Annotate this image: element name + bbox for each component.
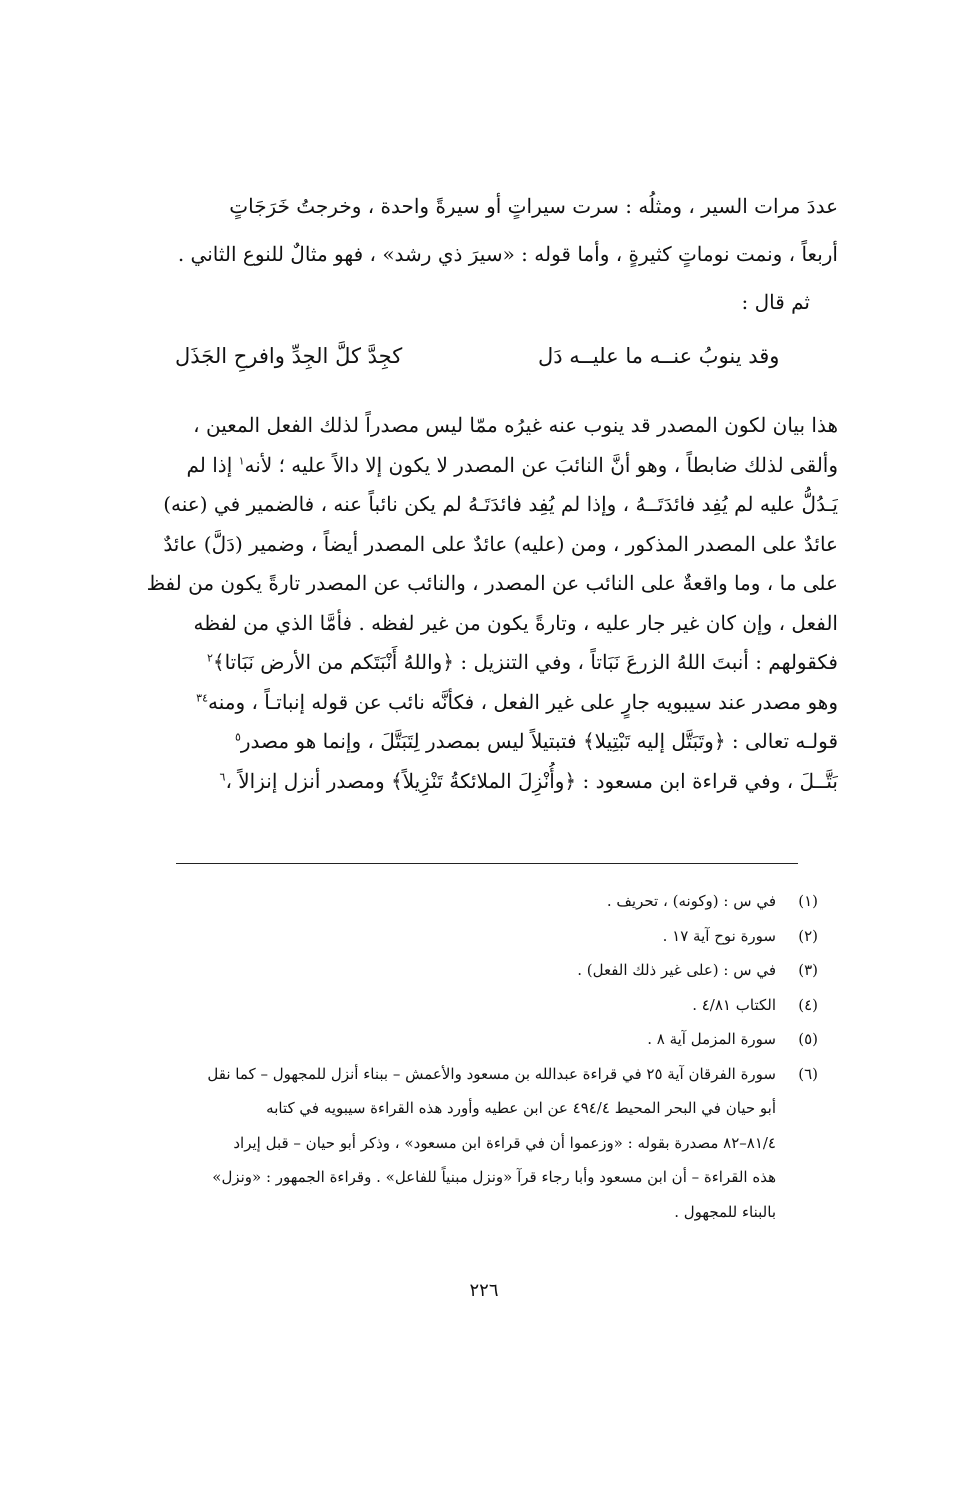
footnote-1 bbox=[146, 884, 818, 919]
verse-second-hemistich: كجِدَّ كلَّ الجِدِّ وافرحِ الجَذَل bbox=[175, 344, 403, 368]
footnote-text: سورة المزمل آية ٨ . bbox=[647, 1030, 776, 1048]
intro-line-3: ثم قال : bbox=[741, 290, 810, 314]
footnote-number: (٢) bbox=[798, 926, 818, 945]
intro-line-2: أربعاً ، ونمت نوماتٍ كثيرةٍ ، وأما قوله : «سيرَ ذي رشد» ، فهو مثالٌ للنوع الثاني . bbox=[177, 242, 838, 266]
footnote-6-line-5: بالبناء للمجهول . bbox=[674, 1202, 776, 1221]
footnote-text: في س : (وكونه) ، تحريف . bbox=[606, 892, 776, 910]
commentary-paragraph bbox=[130, 406, 838, 801]
body-line-5-text: على ما ، وما واقعةٌ على النائب عن المصدر ، والنائب عن المصدر تارةً يكون من لفظ bbox=[146, 571, 838, 595]
body-line-5 bbox=[130, 564, 838, 604]
footnote-number: (٦) bbox=[798, 1064, 818, 1083]
intro-paragraph bbox=[130, 182, 838, 326]
intro-line-1: عددَ مرات السير ، ومثلُه : سرت سيراتٍ أو سيرةً واحدة ، وخرجتُ خَرَجَاتٍ bbox=[229, 194, 838, 218]
poem-verse bbox=[130, 344, 838, 384]
footnote-number: (١) bbox=[798, 892, 818, 910]
body-line-2 bbox=[130, 446, 838, 486]
footnote-4 bbox=[146, 988, 818, 1023]
footnote-6-line-1: سورة الفرقان آية ٢٥ في قراءة عبدالله بن مسعود والأعمش – ببناء أنزل للمجهول – كما نقل bbox=[207, 1064, 776, 1083]
body-line-2-text: وألقى لذلك ضابطاً ، وهو أنَّ النائبَ عن المصدر لا يكون إلا دالاً عليه ؛ لأنه bbox=[244, 452, 838, 477]
footnote-mark-2: ٢ bbox=[206, 651, 213, 665]
body-line-8-text: وهو مصدر عند سيبويه جارٍ على غير الفعل ، فكأنَّه نائب عن قوله إنباتـاً ، ومنه bbox=[208, 689, 838, 714]
footnote-separator bbox=[176, 863, 798, 864]
footnote-2 bbox=[146, 919, 818, 954]
footnote-number: (٤) bbox=[798, 995, 818, 1014]
body-line-1-text: هذا بيان لكون المصدر قد ينوب عنه غيرُه ممّا ليس مصدراً لذلك الفعل المعين ، bbox=[193, 413, 838, 437]
verse-first-hemistich: وقد ينوبُ عنــه ما عليــه دَل bbox=[538, 344, 780, 368]
body-line-10-text: بَتَّــلَ ، وفي قراءة ابن مسعود : ﴿وأُنْزِلَ الملائكةُ تَنْزِيلاً﴾ ومصدر أنزل إنزالاً ، bbox=[225, 768, 838, 793]
footnote-text: سورة نوح آية ١٧ . bbox=[662, 926, 776, 945]
footnote-mark-5: ٥ bbox=[234, 730, 241, 744]
body-line-7-text: فكقولهم : أنبتَ اللهُ الزرعَ نَبَاتاً ، وفي التنزيل : ﴿واللهُ أَنْبَتَكم من الأرض نَبَاتا﴾ bbox=[212, 650, 838, 674]
body-line-3 bbox=[130, 485, 838, 525]
body-line-7 bbox=[130, 643, 838, 683]
footnotes bbox=[146, 884, 818, 1229]
footnote-mark-6: ٦ bbox=[219, 769, 226, 783]
footnote-6-line-2: أبو حيان في البحر المحيط ٤٩٤/٤ عن ابن عطيه وأورد هذه القراءة سيبويه في كتابه bbox=[266, 1099, 776, 1117]
footnote-number: (٥) bbox=[798, 1030, 818, 1048]
body-line-3-text: يَـدُلُّ عليه لم يُفِد فائدَتَــهُ ، وإذا لم يُفِد فائدَتَـهُ لم يكن نائباً عنه ، فالضمير في (عنه) bbox=[163, 492, 838, 516]
body-line-10 bbox=[130, 762, 838, 802]
footnote-mark-3: ٣ bbox=[196, 690, 203, 704]
body-line-1 bbox=[130, 406, 838, 446]
footnote-mark-4: ٤ bbox=[202, 690, 208, 704]
footnote-6-line-3: ٨١/٤–٨٢ مصدرة بقوله : «وزعموا أن في قراءة ابن مسعود» ، وذكر أبو حيان – قبل إيراد bbox=[233, 1133, 776, 1152]
body-line-8 bbox=[130, 683, 838, 723]
page-number: ٢٢٦ bbox=[469, 1280, 499, 1301]
body-line-4-text: عائدٌ على المصدر المذكور ، ومن (عليه) عائدٌ على المصدر أيضاً ، وضمير (دَلَّ) عائدٌ bbox=[163, 531, 838, 556]
footnote-mark-1: ١ bbox=[238, 453, 245, 467]
footnote-number: (٣) bbox=[798, 961, 818, 979]
footnote-3 bbox=[146, 953, 818, 988]
body-line-9 bbox=[130, 722, 838, 762]
body-line-6 bbox=[130, 604, 838, 644]
footnote-5 bbox=[146, 1022, 818, 1057]
body-line-2-end: إذا لم bbox=[186, 452, 233, 477]
footnote-text: الكتاب ٤/٨١ . bbox=[692, 995, 776, 1014]
footnote-6 bbox=[146, 1057, 818, 1230]
body-line-9-text: قولـه تعالى : ﴿وتَبَتَّل إليه تَبْتِيلا﴾ فتبتيلاً ليس بمصدر لِتَبَتَّلَ ، وإنما هو مصدر bbox=[240, 729, 838, 753]
body-line-6-text: الفعل ، وإن كان غير جار عليه ، وتارةً يكون من غير لفظه . فأمَّا الذي من لفظه bbox=[193, 610, 838, 635]
footnote-text: في س : (على غير ذلك الفعل) . bbox=[577, 961, 776, 979]
footnote-6-line-4: هذه القراءة – أن ابن مسعود وأبا رجاء قرآ «ونزل مبنياً للفاعل» . وقراءة الجمهور : «ونزل» bbox=[212, 1168, 776, 1186]
body-line-4 bbox=[130, 525, 838, 565]
